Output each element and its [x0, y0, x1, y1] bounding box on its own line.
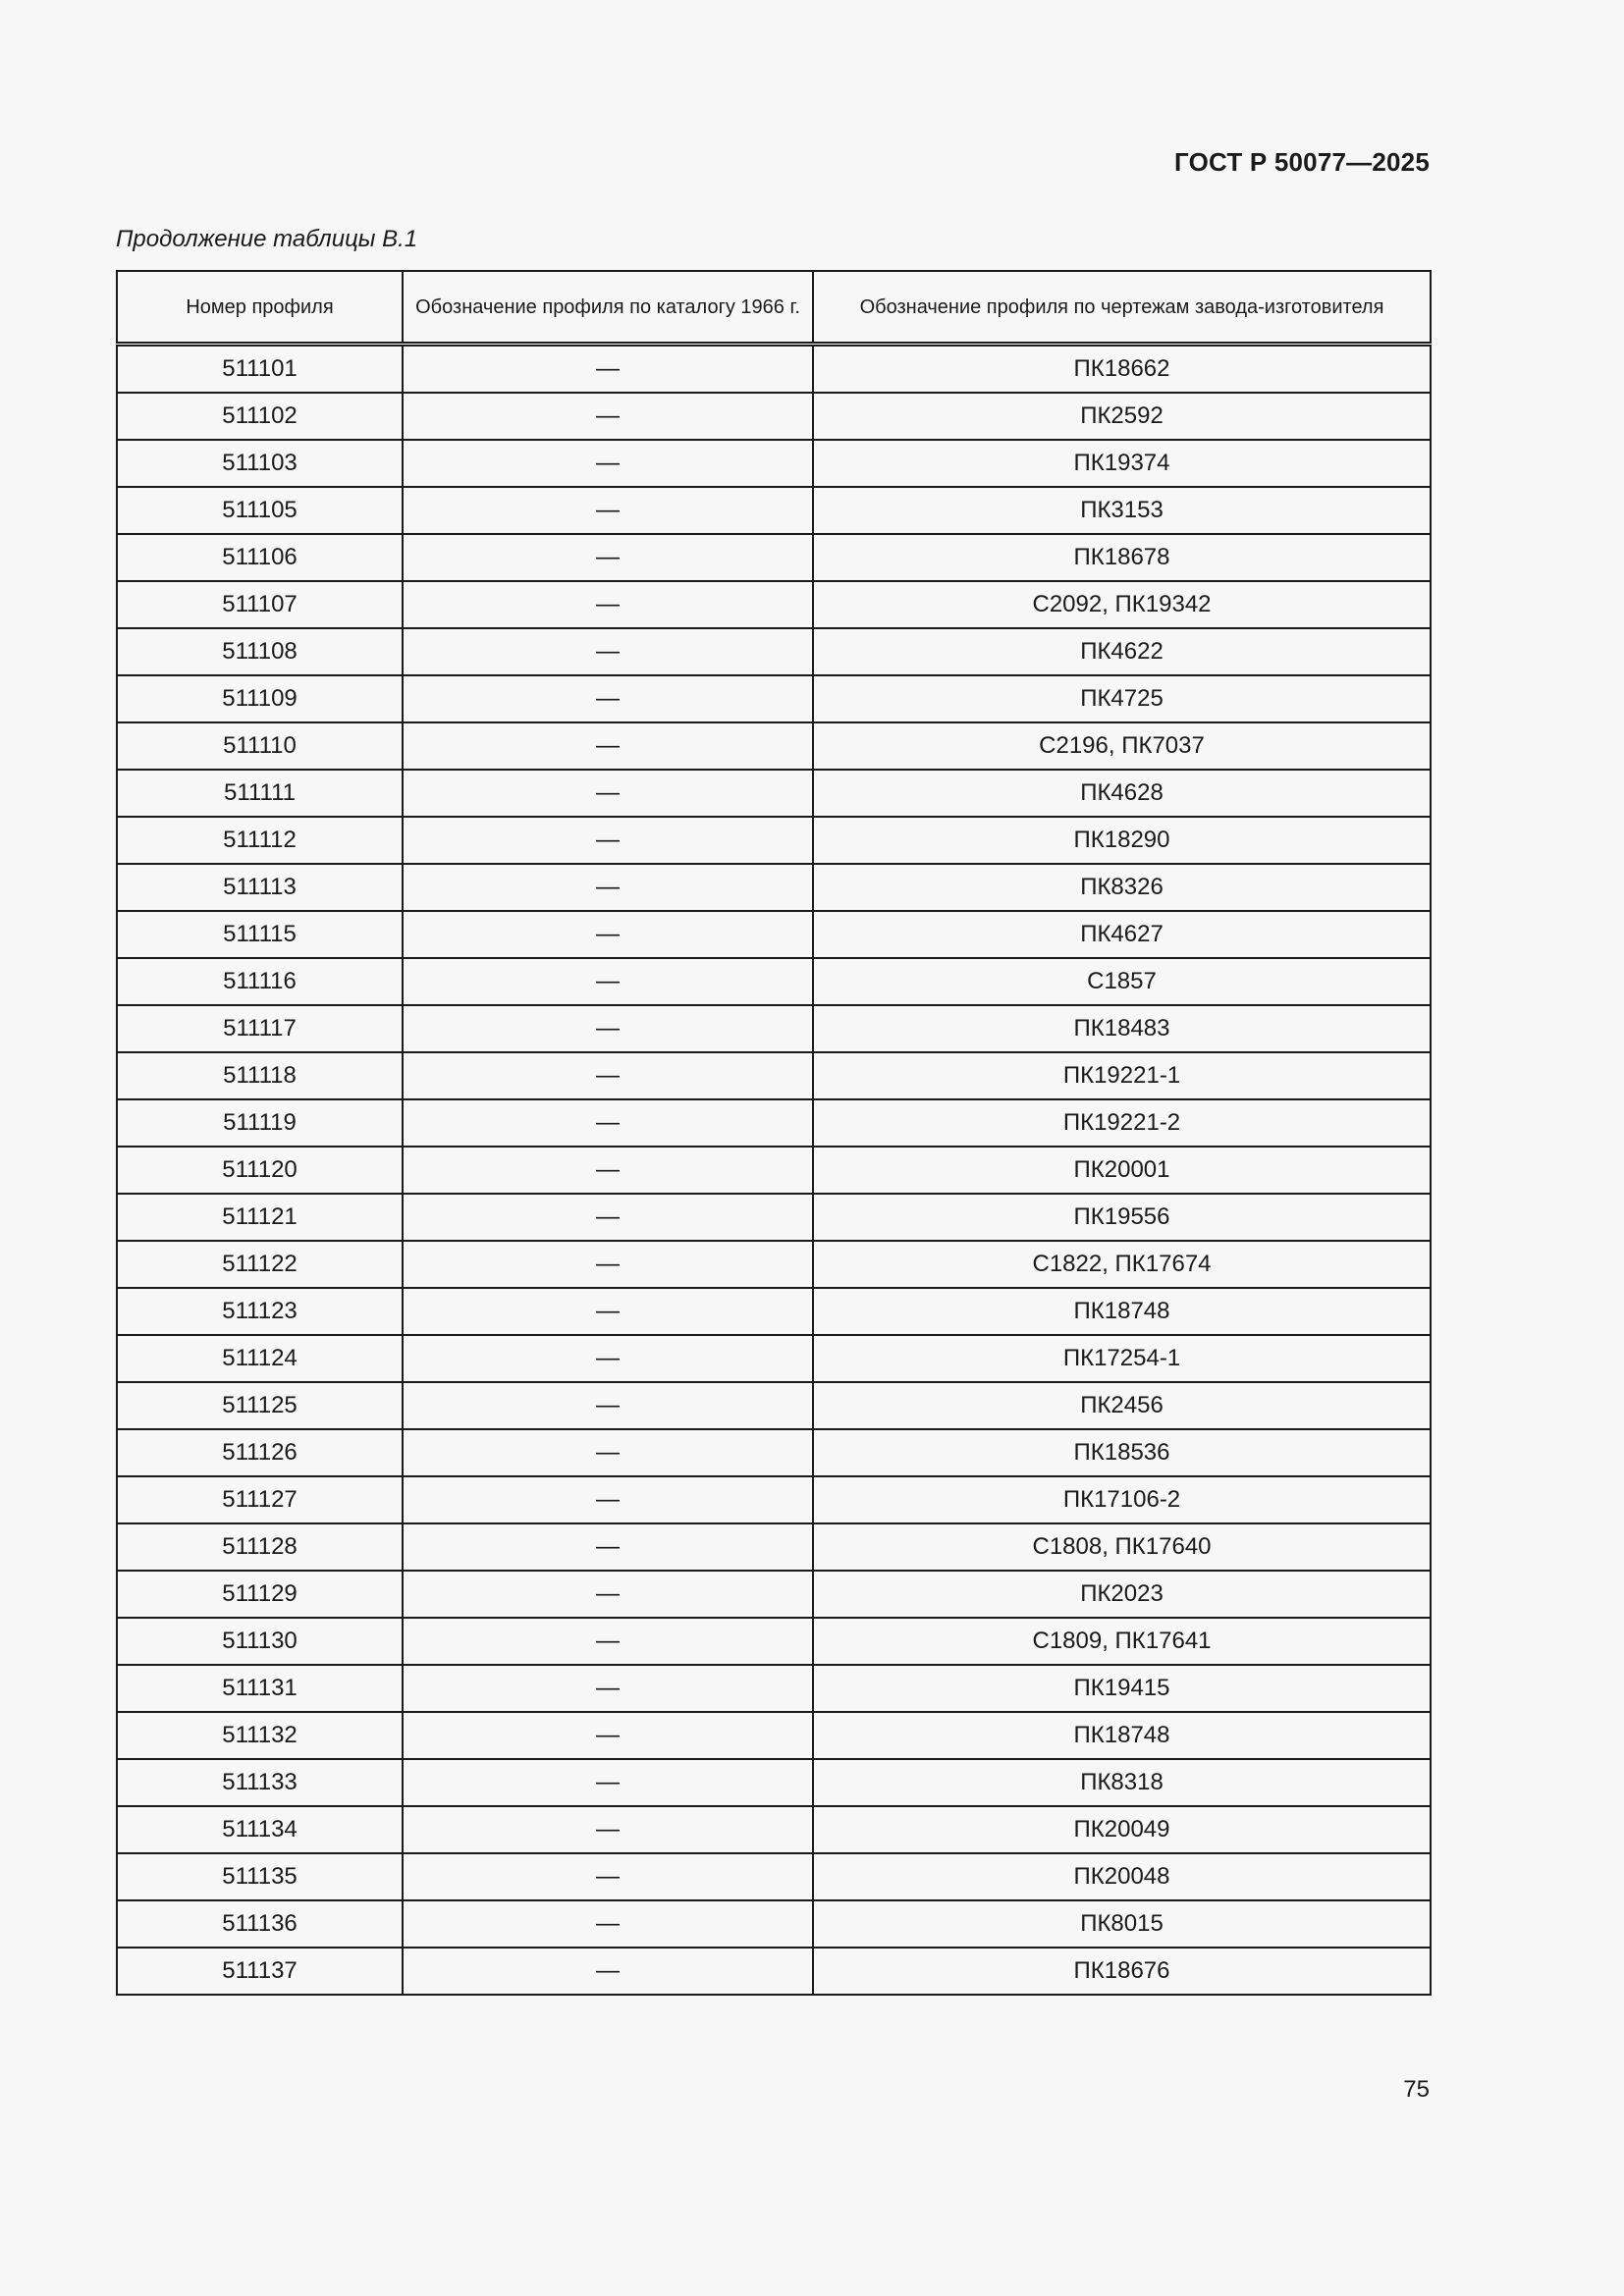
- catalog-1966-cell: —: [403, 1382, 813, 1429]
- profile-number-cell: 511112: [117, 817, 403, 864]
- catalog-1966-cell: —: [403, 1099, 813, 1147]
- factory-designation-cell: ПК8326: [813, 864, 1431, 911]
- factory-designation-cell: ПК18678: [813, 534, 1431, 581]
- column-header-catalog-1966: Обозначение профиля по каталогу 1966 г.: [403, 271, 813, 345]
- table-row: [117, 628, 1431, 675]
- factory-designation-cell: ПК17254-1: [813, 1335, 1431, 1382]
- profile-number-cell: 511113: [117, 864, 403, 911]
- catalog-1966-cell: —: [403, 628, 813, 675]
- table-row: [117, 1571, 1431, 1618]
- factory-designation-cell: ПК20001: [813, 1147, 1431, 1194]
- factory-designation-cell: ПК19556: [813, 1194, 1431, 1241]
- catalog-1966-cell: —: [403, 722, 813, 770]
- document-header-standard: ГОСТ Р 50077—2025: [1174, 147, 1430, 177]
- catalog-1966-cell: —: [403, 1147, 813, 1194]
- catalog-1966-cell: —: [403, 1665, 813, 1712]
- catalog-1966-cell: —: [403, 1759, 813, 1806]
- profile-number-cell: 511119: [117, 1099, 403, 1147]
- profile-number-cell: 511111: [117, 770, 403, 817]
- profile-number-cell: 511115: [117, 911, 403, 958]
- catalog-1966-cell: —: [403, 393, 813, 440]
- profile-number-cell: 511127: [117, 1476, 403, 1523]
- catalog-1966-cell: —: [403, 1194, 813, 1241]
- table-row: [117, 958, 1431, 1005]
- catalog-1966-cell: —: [403, 1900, 813, 1948]
- catalog-1966-cell: —: [403, 1948, 813, 1995]
- table-row: [117, 487, 1431, 534]
- table-row: [117, 1759, 1431, 1806]
- catalog-1966-cell: —: [403, 1618, 813, 1665]
- profile-number-cell: 511108: [117, 628, 403, 675]
- factory-designation-cell: ПК2592: [813, 393, 1431, 440]
- profile-number-cell: 511133: [117, 1759, 403, 1806]
- table-row: [117, 911, 1431, 958]
- profile-number-cell: 511131: [117, 1665, 403, 1712]
- factory-designation-cell: С1857: [813, 958, 1431, 1005]
- profile-number-cell: 511109: [117, 675, 403, 722]
- table-row: [117, 817, 1431, 864]
- table-header-row: [117, 271, 1431, 345]
- table-caption: Продолжение таблицы В.1: [116, 226, 418, 252]
- table-row: [117, 1712, 1431, 1759]
- table-row: [117, 675, 1431, 722]
- table-row: [117, 1288, 1431, 1335]
- factory-designation-cell: ПК20048: [813, 1853, 1431, 1900]
- catalog-1966-cell: —: [403, 1476, 813, 1523]
- column-header-factory-drawings: Обозначение профиля по чертежам завода-изготовителя: [813, 271, 1431, 345]
- catalog-1966-cell: —: [403, 1005, 813, 1052]
- table-row: [117, 1948, 1431, 1995]
- factory-designation-cell: С2092, ПК19342: [813, 581, 1431, 628]
- column-header-profile-number: Номер профиля: [117, 271, 403, 345]
- profile-number-cell: 511105: [117, 487, 403, 534]
- profile-number-cell: 511129: [117, 1571, 403, 1618]
- profile-number-cell: 511128: [117, 1523, 403, 1571]
- factory-designation-cell: ПК19221-1: [813, 1052, 1431, 1099]
- catalog-1966-cell: —: [403, 817, 813, 864]
- factory-designation-cell: ПК19221-2: [813, 1099, 1431, 1147]
- profile-number-cell: 511103: [117, 440, 403, 487]
- catalog-1966-cell: —: [403, 1241, 813, 1288]
- table-row: [117, 1382, 1431, 1429]
- table-row: [117, 345, 1431, 394]
- factory-designation-cell: С2196, ПК7037: [813, 722, 1431, 770]
- catalog-1966-cell: —: [403, 1853, 813, 1900]
- catalog-1966-cell: —: [403, 1429, 813, 1476]
- table-row: [117, 1523, 1431, 1571]
- factory-designation-cell: ПК18483: [813, 1005, 1431, 1052]
- profiles-table: [116, 270, 1432, 1996]
- catalog-1966-cell: —: [403, 1523, 813, 1571]
- profile-number-cell: 511130: [117, 1618, 403, 1665]
- table-row: [117, 722, 1431, 770]
- profile-number-cell: 511135: [117, 1853, 403, 1900]
- catalog-1966-cell: —: [403, 581, 813, 628]
- factory-designation-cell: ПК4627: [813, 911, 1431, 958]
- factory-designation-cell: ПК19374: [813, 440, 1431, 487]
- table-header: [117, 271, 1431, 345]
- table-row: [117, 1194, 1431, 1241]
- table-row: [117, 1052, 1431, 1099]
- catalog-1966-cell: —: [403, 864, 813, 911]
- catalog-1966-cell: —: [403, 958, 813, 1005]
- table-row: [117, 393, 1431, 440]
- catalog-1966-cell: —: [403, 675, 813, 722]
- table-row: [117, 534, 1431, 581]
- table-row: [117, 1900, 1431, 1948]
- factory-designation-cell: ПК4628: [813, 770, 1431, 817]
- catalog-1966-cell: —: [403, 345, 813, 394]
- factory-designation-cell: ПК8015: [813, 1900, 1431, 1948]
- profile-number-cell: 511125: [117, 1382, 403, 1429]
- table-row: [117, 1335, 1431, 1382]
- profile-number-cell: 511132: [117, 1712, 403, 1759]
- factory-designation-cell: С1808, ПК17640: [813, 1523, 1431, 1571]
- factory-designation-cell: ПК18290: [813, 817, 1431, 864]
- catalog-1966-cell: —: [403, 1335, 813, 1382]
- profile-number-cell: 511136: [117, 1900, 403, 1948]
- catalog-1966-cell: —: [403, 911, 813, 958]
- profile-number-cell: 511106: [117, 534, 403, 581]
- factory-designation-cell: ПК18676: [813, 1948, 1431, 1995]
- profile-number-cell: 511134: [117, 1806, 403, 1853]
- table-row: [117, 1005, 1431, 1052]
- profile-number-cell: 511122: [117, 1241, 403, 1288]
- factory-designation-cell: ПК18748: [813, 1288, 1431, 1335]
- catalog-1966-cell: —: [403, 440, 813, 487]
- factory-designation-cell: С1822, ПК17674: [813, 1241, 1431, 1288]
- profile-number-cell: 511116: [117, 958, 403, 1005]
- factory-designation-cell: ПК18748: [813, 1712, 1431, 1759]
- table-row: [117, 1147, 1431, 1194]
- factory-designation-cell: ПК19415: [813, 1665, 1431, 1712]
- table-row: [117, 581, 1431, 628]
- profile-number-cell: 511102: [117, 393, 403, 440]
- factory-designation-cell: ПК18662: [813, 345, 1431, 394]
- table-row: [117, 1099, 1431, 1147]
- factory-designation-cell: ПК4725: [813, 675, 1431, 722]
- factory-designation-cell: ПК3153: [813, 487, 1431, 534]
- catalog-1966-cell: —: [403, 1712, 813, 1759]
- table-row: [117, 1618, 1431, 1665]
- factory-designation-cell: ПК2023: [813, 1571, 1431, 1618]
- table-row: [117, 440, 1431, 487]
- profile-number-cell: 511120: [117, 1147, 403, 1194]
- factory-designation-cell: ПК4622: [813, 628, 1431, 675]
- page-number: 75: [1403, 2076, 1430, 2103]
- profile-number-cell: 511137: [117, 1948, 403, 1995]
- table-row: [117, 1853, 1431, 1900]
- profile-number-cell: 511117: [117, 1005, 403, 1052]
- catalog-1966-cell: —: [403, 1806, 813, 1853]
- table-row: [117, 864, 1431, 911]
- catalog-1966-cell: —: [403, 1571, 813, 1618]
- profile-number-cell: 511123: [117, 1288, 403, 1335]
- factory-designation-cell: ПК17106-2: [813, 1476, 1431, 1523]
- table-row: [117, 1806, 1431, 1853]
- factory-designation-cell: ПК20049: [813, 1806, 1431, 1853]
- catalog-1966-cell: —: [403, 1288, 813, 1335]
- profile-number-cell: 511107: [117, 581, 403, 628]
- profile-number-cell: 511118: [117, 1052, 403, 1099]
- profile-number-cell: 511101: [117, 345, 403, 394]
- profile-number-cell: 511110: [117, 722, 403, 770]
- catalog-1966-cell: —: [403, 770, 813, 817]
- profile-number-cell: 511126: [117, 1429, 403, 1476]
- profile-number-cell: 511124: [117, 1335, 403, 1382]
- table-row: [117, 770, 1431, 817]
- table-row: [117, 1665, 1431, 1712]
- factory-designation-cell: ПК18536: [813, 1429, 1431, 1476]
- catalog-1966-cell: —: [403, 1052, 813, 1099]
- factory-designation-cell: С1809, ПК17641: [813, 1618, 1431, 1665]
- catalog-1966-cell: —: [403, 487, 813, 534]
- profile-number-cell: 511121: [117, 1194, 403, 1241]
- table-row: [117, 1429, 1431, 1476]
- table-row: [117, 1476, 1431, 1523]
- catalog-1966-cell: —: [403, 534, 813, 581]
- table-body: [117, 345, 1431, 1996]
- factory-designation-cell: ПК2456: [813, 1382, 1431, 1429]
- factory-designation-cell: ПК8318: [813, 1759, 1431, 1806]
- table-row: [117, 1241, 1431, 1288]
